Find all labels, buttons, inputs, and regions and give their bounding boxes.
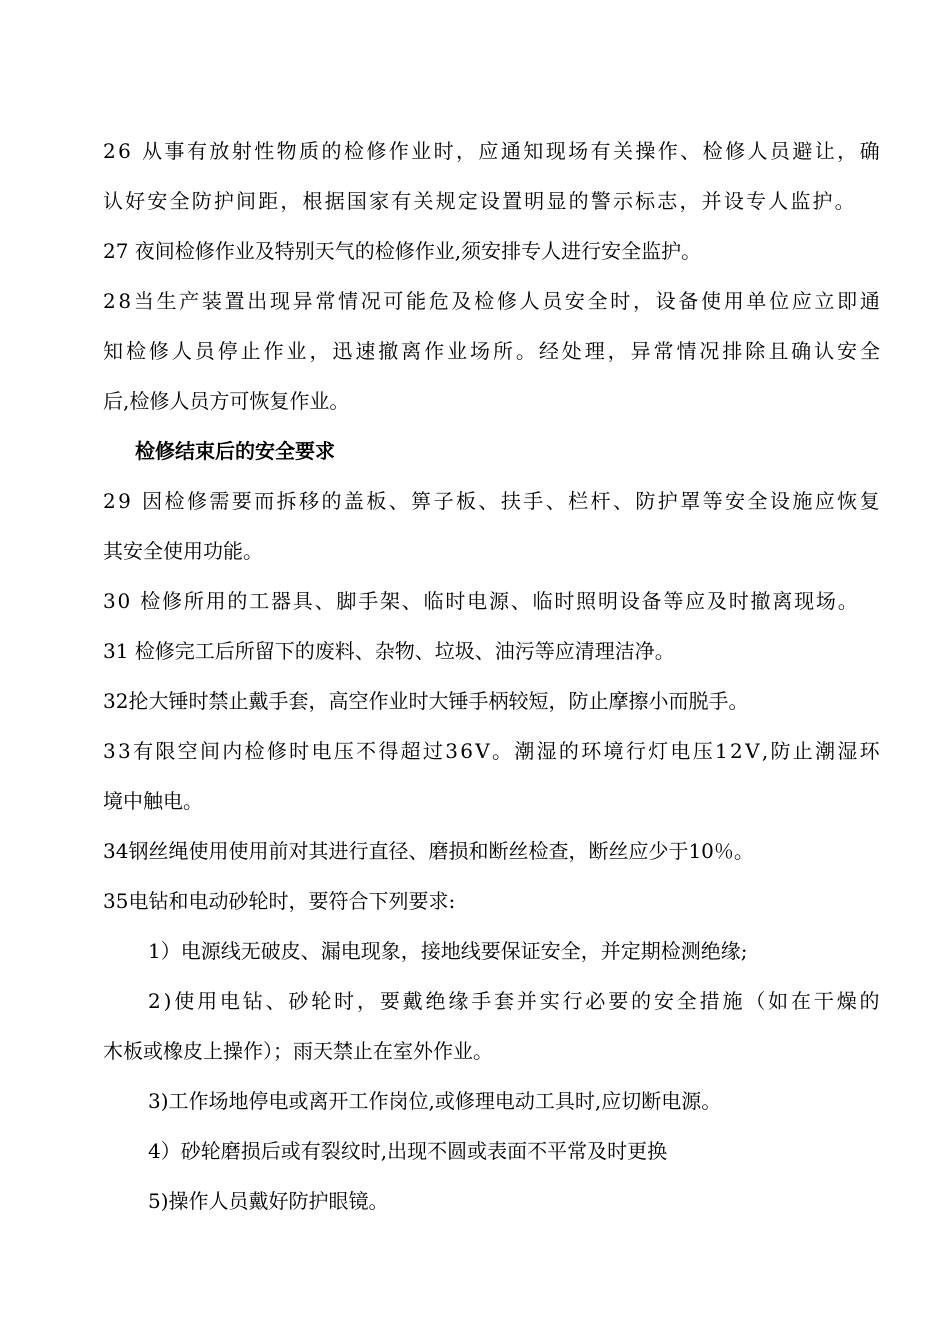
paragraph-line: 34钢丝绳使用使用前对其进行直径、磨损和断丝检查，断丝应少于10％。 — [103, 839, 754, 863]
paragraph-line: 3 3 有 限 空 间 内 检 修 时 电 压 不 得 超 过 3 6 V 。 潮 湿 的 环 境 行 灯 电 压 1 2 V , 防 止 潮 湿 环 — [103, 739, 880, 763]
paragraph-line: 2 8 当 生 产 装 置 出 现 异 常 情 况 可 能 危 及 检 修 人 员 安 全 时 ， 设 备 使 用 单 位 应 立 即 通 — [103, 289, 880, 313]
paragraph-line: 境中触电。 — [103, 789, 203, 813]
list-item: 2 ) 使 用 电 钻 、 砂 轮 时 ， 要 戴 绝 缘 手 套 并 实 行 必 要 的 安 全 措 施 （ 如 在 干 燥 的 — [148, 989, 880, 1013]
list-item: 5)操作人员戴好防护眼镜。 — [148, 1189, 389, 1213]
paragraph-line: 其安全使用功能。 — [103, 539, 263, 563]
paragraph-line: 27 夜间检修作业及特别天气的检修作业,须安排专人进行安全监护。 — [103, 239, 702, 263]
paragraph-line: 2 6 从 事 有 放 射 性 物 质 的 检 修 作 业 时 ， 应 通 知 现 场 有 关 操 作 、 检 修 人 员 避 让 ， 确 — [103, 139, 880, 163]
paragraph-line: 35电钻和电动砂轮时，要符合下列要求: — [103, 889, 456, 913]
list-item: 4）砂轮磨损后或有裂纹时,出现不圆或表面不平常及时更换 — [148, 1139, 668, 1163]
section-heading: 检修结束后的安全要求 — [135, 439, 335, 463]
paragraph-line: 认 好 安 全 防 护 间 距 ， 根 据 国 家 有 关 规 定 设 置 明 显 的 警 示 标 志 ， 并 设 专 人 监 护 。 — [103, 189, 855, 213]
paragraph-line: 31 检修完工后所留下的废料、杂物、垃圾、油污等应清理洁净。 — [103, 639, 675, 663]
list-item: 1）电源线无破皮、漏电现象，接地线要保证安全，并定期检测绝缘; — [148, 939, 748, 963]
paragraph-line: 知 检 修 人 员 停 止 作 业 ， 迅 速 撤 离 作 业 场 所 。 经 处 理 ， 异 常 情 况 排 除 且 确 认 安 全 — [103, 339, 880, 363]
paragraph-line: 32抡大锤时禁止戴手套，高空作业时大锤手柄较短，防止摩擦小而脱手。 — [103, 689, 749, 713]
paragraph-line: 2 9 因 检 修 需 要 而 拆 移 的 盖 板 、 箅 子 板 、 扶 手 、 栏 杆 、 防 护 罩 等 安 全 设 施 应 恢 复 — [103, 489, 880, 513]
list-item-continuation: 木板或橡皮上操作）；雨天禁止在室外作业。 — [103, 1039, 493, 1063]
list-item: 3)工作场地停电或离开工作岗位,或修理电动工具时,应切断电源。 — [148, 1089, 722, 1113]
paragraph-line: 3 0 检 修 所 用 的 工 器 具 、 脚 手 架 、 临 时 电 源 、 临 时 照 明 设 备 等 应 及 时 撤 离 现 场 。 — [103, 589, 858, 613]
paragraph-line: 后,检修人员方可恢复作业。 — [103, 389, 350, 413]
